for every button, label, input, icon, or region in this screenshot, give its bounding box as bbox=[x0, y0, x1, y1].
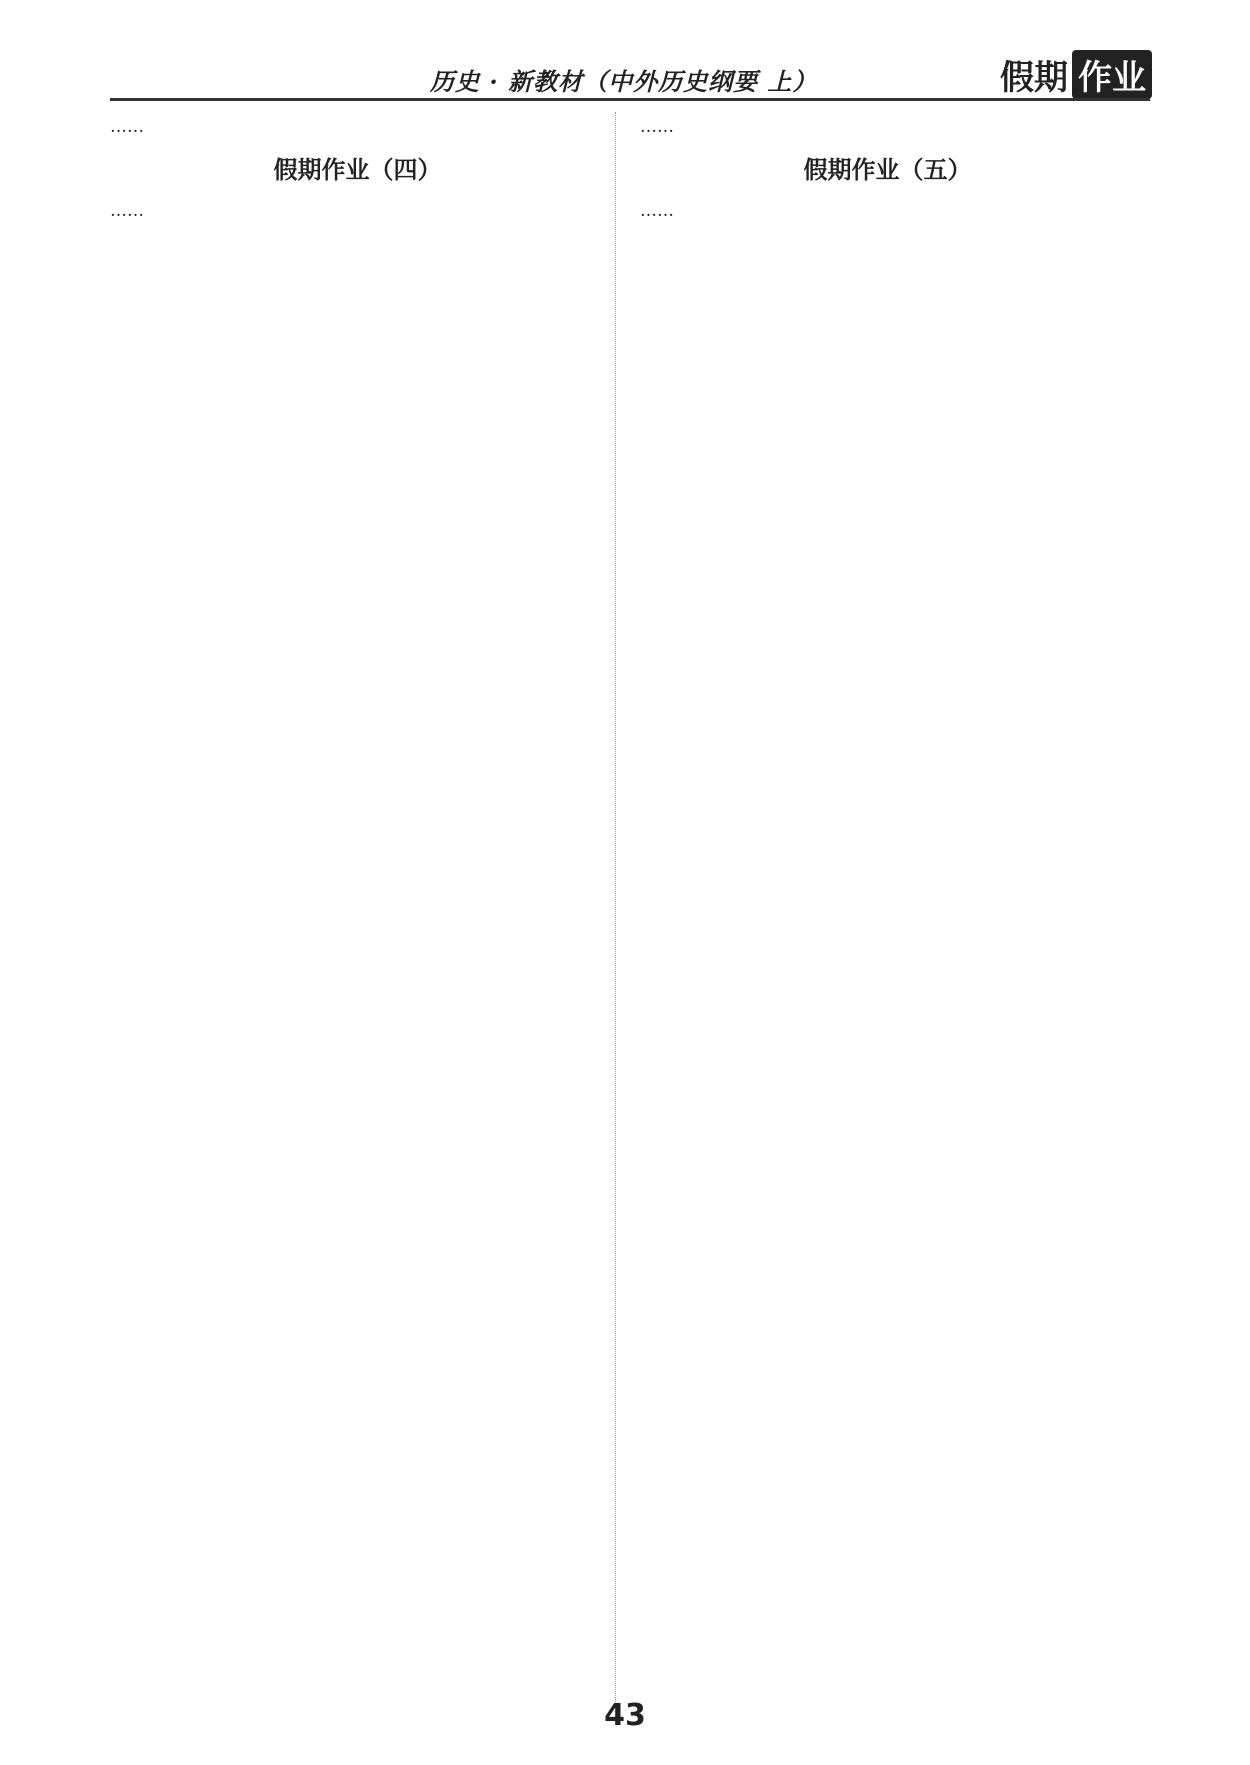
page-number: 43 bbox=[604, 1698, 646, 1733]
brand-text: 假期 bbox=[1000, 58, 1068, 98]
left-column bbox=[110, 112, 605, 1692]
section-title: 假期作业（五） bbox=[803, 156, 972, 184]
paragraph: …… bbox=[640, 201, 674, 221]
header-rule bbox=[110, 98, 1150, 101]
brand-box: 作业 bbox=[1072, 50, 1152, 99]
header-subject: 历史 · 新教材（中外历史纲要 上） bbox=[430, 67, 818, 96]
paragraph: …… bbox=[110, 117, 144, 137]
section-title: 假期作业（四） bbox=[273, 156, 442, 184]
page-header bbox=[0, 0, 1250, 110]
right-column bbox=[640, 112, 1135, 1692]
header-brand bbox=[1000, 50, 1152, 99]
paragraph: …… bbox=[640, 117, 674, 137]
column-divider bbox=[615, 112, 617, 1702]
paragraph: …… bbox=[110, 201, 144, 221]
